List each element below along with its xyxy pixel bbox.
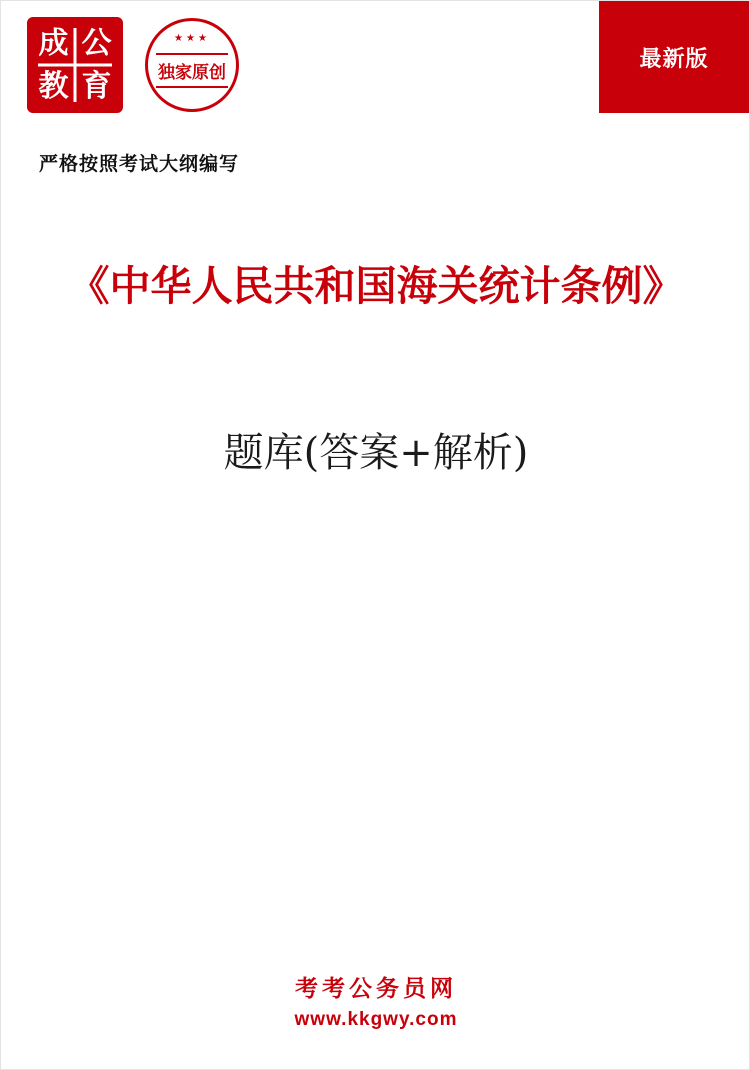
footer [1,970,750,1031]
page-subtitle: 题库(答案+解析) [223,430,529,476]
round-seal-label: 独家原创 [156,53,228,88]
seal-char-4: 育 [81,68,112,104]
site-url: www.kkgwy.com [294,1009,458,1030]
seal-char-2: 公 [81,25,112,61]
status-badge: 最新版 [599,1,749,113]
seal-char-1: 成 [38,25,69,61]
square-seal-icon [27,17,123,113]
round-seal-icon [145,18,239,112]
seal-char-3: 教 [38,68,69,104]
site-name: 考考公务员网 [295,975,457,1001]
page-title: 《中华人民共和国海关统计条例》 [68,262,684,310]
stars-icon: ★★★ [174,33,210,44]
outline-note: 严格按照考试大纲编写 [39,154,240,175]
seal-divider-horizontal [38,64,112,67]
logo-row [27,17,239,113]
